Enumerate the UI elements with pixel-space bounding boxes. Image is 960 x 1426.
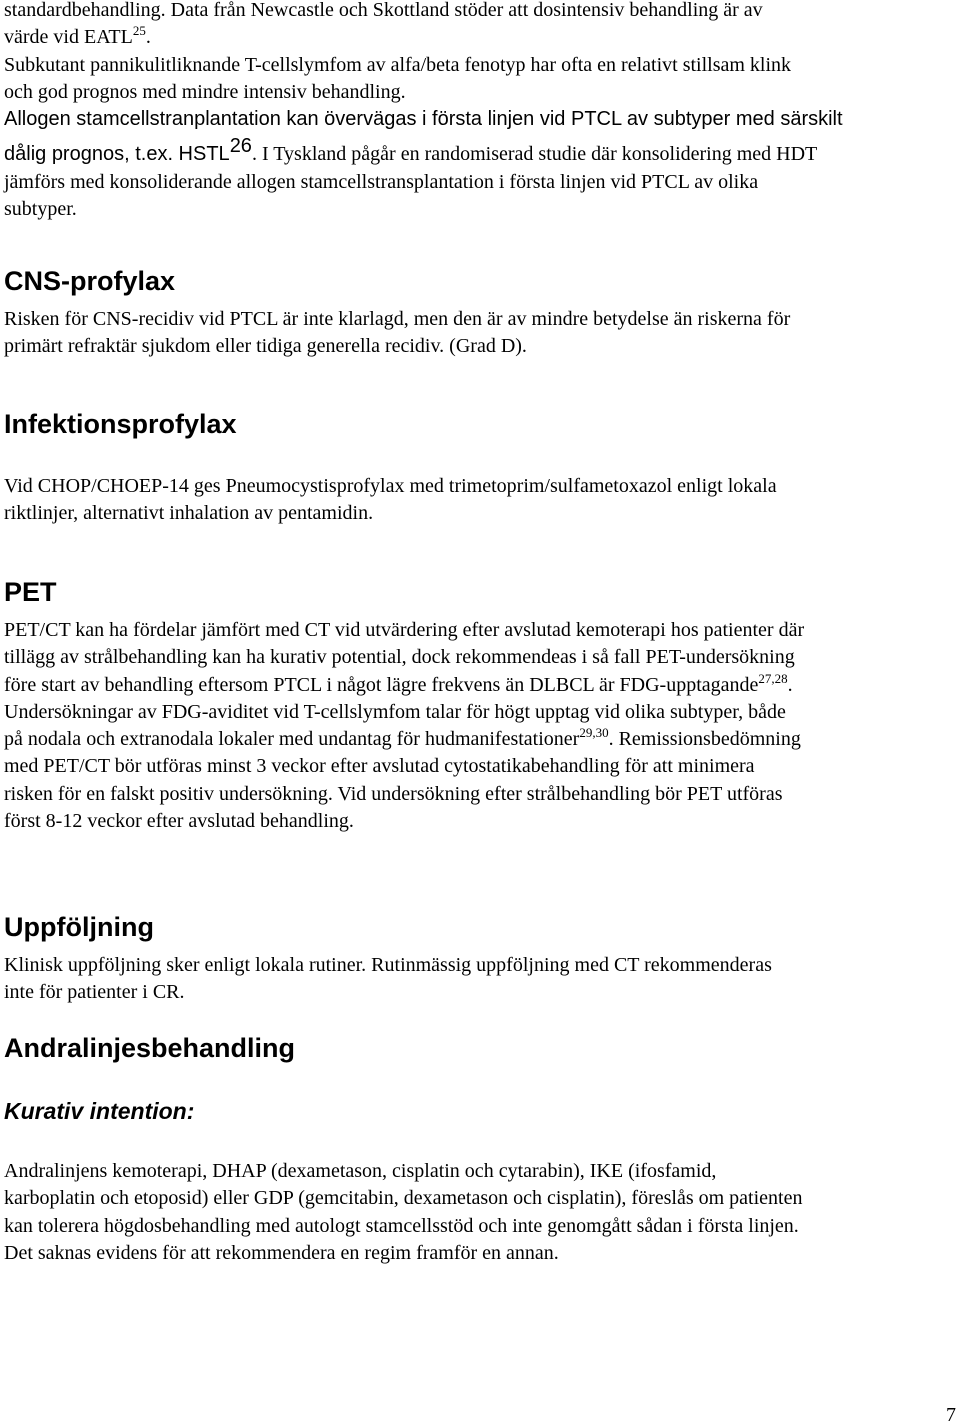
subheading-kurativ-intention: Kurativ intention:: [4, 1098, 195, 1124]
text-span: på nodala och extranodala lokaler med undantag för hudmanifestationer: [4, 728, 580, 751]
text-line: riktlinjer, alternativt inhalation av pentamidin.: [4, 502, 374, 525]
text-line: [4, 133, 949, 168]
text-line: Andralinjens kemoterapi, DHAP (dexametason, cisplatin och cytarabin), IKE (ifosfamid,: [4, 1160, 717, 1182]
text-span: .: [145, 26, 151, 49]
text-span: dålig prognos, t.ex. HSTL: [4, 143, 230, 166]
text-line: inte för patienter i CR.: [4, 981, 185, 1004]
uppfoljning-paragraph: [4, 952, 949, 1007]
text-line: PET/CT kan ha fördelar jämfört med CT vid utvärdering efter avslutad kemoterapi hos patienter där: [4, 619, 805, 641]
text-line: tillägg av strålbehandling kan ha kurativ potential, dock rekommendeas i så fall PET-undersökning: [4, 646, 795, 669]
intro-paragraph: [4, 0, 949, 223]
text-line: subtyper.: [4, 198, 77, 221]
text-line: standardbehandling. Data från Newcastle och Skottland stöder att dosintensiv behandling är av: [4, 0, 763, 21]
text-line: [4, 726, 949, 753]
text-line: först 8-12 veckor efter avslutad behandling.: [4, 810, 354, 833]
infektion-paragraph: [4, 473, 949, 528]
andralinje-paragraph: [4, 1158, 949, 1267]
text-line: primärt refraktär sjukdom eller tidiga generella recidiv. (Grad D).: [4, 335, 527, 358]
text-line: kan tolerera högdosbehandling med autologt stamcellsstöd och inte genomgått sådan i första linjen.: [4, 1214, 799, 1237]
citation-superscript: 25: [132, 23, 146, 39]
citation-superscript: 26: [229, 135, 252, 158]
text-span: . I Tyskland pågår en randomiserad studie där konsolidering med HDT: [251, 143, 818, 166]
text-line: Risken för CNS-recidiv vid PTCL är inte klarlagd, men den är av mindre betydelse än riskerna för: [4, 308, 791, 330]
text-line: jämförs med konsoliderande allogen stamcellstransplantation i första linjen vid PTCL av olika: [4, 170, 759, 193]
text-span: .: [787, 673, 793, 696]
text-line: Subkutant pannikulitliknande T-cellslymfom av alfa/beta fenotyp har ofta en relativt stillsam klink: [4, 53, 792, 76]
page-number: 7: [946, 1404, 956, 1426]
citation-superscript: 29,30: [579, 725, 609, 741]
pet-paragraph: [4, 617, 949, 835]
text-line: Det saknas evidens för att rekommendera en regim framför en annan.: [4, 1241, 559, 1264]
text-line: Undersökningar av FDG-aviditet vid T-cellslymfom talar för högt upptag vid olika subtyper, både: [4, 700, 786, 723]
heading-pet: PET: [4, 577, 57, 607]
citation-superscript: 27,28: [758, 670, 788, 686]
text-span: värde vid EATL: [4, 26, 133, 49]
cns-paragraph: [4, 306, 949, 361]
text-span: före start av behandling eftersom PTCL i något lägre frekvens än DLBCL är FDG-upptagande: [4, 673, 759, 696]
heading-andralinjesbehandling: Andralinjesbehandling: [4, 1033, 296, 1063]
text-span: . Remissionsbedömning: [608, 728, 801, 751]
text-line: [4, 672, 949, 699]
heading-uppfoljning: Uppföljning: [4, 912, 154, 942]
heading-cns-profylax: CNS-profylax: [4, 266, 176, 296]
text-line: Klinisk uppföljning sker enligt lokala rutiner. Rutinmässig uppföljning med CT rekommenderas: [4, 954, 772, 976]
heading-infektionsprofylax: Infektionsprofylax: [4, 409, 237, 439]
text-line: och god prognos med mindre intensiv behandling.: [4, 80, 406, 103]
text-line: [4, 24, 949, 51]
text-line: med PET/CT bör utföras minst 3 veckor efter avslutad cytostatikabehandling för att minimera: [4, 755, 755, 778]
text-line: risken för en falskt positiv undersökning. Vid undersökning efter strålbehandling bör PET utföras: [4, 782, 783, 805]
text-line: Allogen stamcellstranplantation kan övervägas i första linjen vid PTCL av subtyper med särskilt: [4, 108, 843, 131]
text-line: Vid CHOP/CHOEP-14 ges Pneumocystisprofylax med trimetoprim/sulfametoxazol enligt lokala: [4, 475, 777, 497]
text-line: karboplatin och etoposid) eller GDP (gemcitabin, dexametason och cisplatin), föreslås om patienten: [4, 1187, 803, 1210]
